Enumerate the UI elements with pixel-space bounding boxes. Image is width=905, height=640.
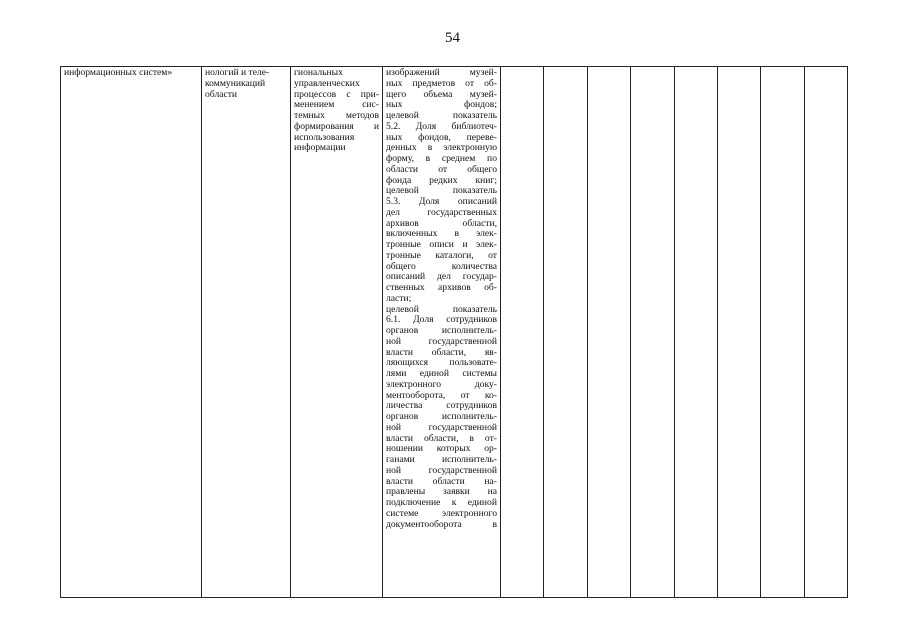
cell-technologies — [202, 67, 291, 598]
cell-empty-8 — [804, 67, 847, 598]
text-line: 6.1. Доля сотрудников — [386, 314, 497, 326]
text-line: включенных в элек- — [386, 228, 497, 240]
cell-processes — [291, 67, 383, 598]
cell-empty-7 — [761, 67, 804, 598]
text-line: описаний дел государ- — [386, 271, 497, 283]
text-line: менением сис- — [294, 99, 379, 111]
text-line: ных предметов от об- — [386, 77, 497, 89]
text-line: власти области на- — [386, 475, 497, 487]
text-line: ных фондов; — [386, 99, 497, 111]
text-line: ментооборота, от ко- — [386, 389, 497, 401]
cell-indicators — [383, 67, 501, 598]
text-line: правлены заявки на — [386, 486, 497, 498]
cell-indicators-lines — [386, 68, 497, 530]
text-line: дел государственных — [386, 206, 497, 218]
text-line: архивов области, — [386, 217, 497, 229]
text-line: тронные описи и элек- — [386, 239, 497, 250]
text-line: 5.3. Доля описаний — [386, 196, 497, 207]
cell-processes-lines — [294, 68, 379, 154]
text-line: органов исполнитель- — [386, 325, 497, 336]
text-line: власти области, в от- — [386, 432, 497, 444]
cell-system-name — [61, 67, 202, 598]
text-line: темных методов — [294, 110, 379, 121]
cell-empty-5 — [674, 67, 717, 598]
text-line: тронные каталоги, от — [386, 249, 497, 261]
text-line: подключение к единой — [386, 497, 497, 508]
document-table — [60, 66, 848, 598]
text-line: лями единой системы — [386, 368, 497, 379]
text-line: фонда редких книг; — [386, 174, 497, 186]
text-line: ной государственной — [386, 464, 497, 476]
text-line: электронного доку- — [386, 378, 497, 390]
cell-empty-2 — [544, 67, 587, 598]
text-line: нологий и теле- — [205, 67, 270, 78]
text-line: области — [205, 88, 238, 100]
text-line: коммуникаций — [205, 77, 266, 89]
text-line: ляющихся пользовате- — [386, 357, 497, 369]
text-line: ной государственной — [386, 421, 497, 433]
text-line: гиональных — [294, 67, 343, 78]
text-line: органов исполнитель- — [386, 411, 497, 422]
text-line: изображений музей- — [386, 67, 497, 78]
text-line: использования — [294, 131, 355, 143]
text-line: личества сотрудников — [386, 400, 497, 412]
cell-technologies-lines — [205, 68, 287, 100]
cell-system-name-text: информационных систем» — [64, 67, 173, 78]
text-line: управленческих — [294, 77, 360, 89]
text-line: системе электронного — [386, 507, 497, 519]
text-line: целевой показатель — [386, 185, 497, 197]
text-line: общего количества — [386, 260, 497, 272]
text-line: 5.2. Доля библиотеч- — [386, 120, 497, 132]
cell-empty-4 — [631, 67, 674, 598]
text-line: информации — [294, 142, 346, 154]
text-line: власти области, яв- — [386, 346, 497, 358]
table-row — [61, 67, 848, 598]
text-line: ственных архивов об- — [386, 282, 497, 293]
text-line: ношении которых ор- — [386, 443, 497, 455]
text-line: форму, в среднем по — [386, 153, 497, 164]
text-line: формирования и — [294, 120, 379, 132]
cell-empty-1 — [501, 67, 544, 598]
text-line: щего объема музей- — [386, 88, 497, 100]
text-line: процессов с при- — [294, 88, 379, 100]
cell-empty-6 — [717, 67, 760, 598]
text-line: ганами исполнитель- — [386, 454, 497, 465]
cell-empty-3 — [587, 67, 630, 598]
text-line: документооборота в — [386, 518, 497, 530]
text-line: ласти; — [386, 292, 412, 304]
text-line: ных фондов, переве- — [386, 131, 497, 143]
text-line: целевой показатель — [386, 110, 497, 121]
text-line: целевой показатель — [386, 303, 497, 315]
text-line: области от общего — [386, 163, 497, 175]
page-number: 54 — [445, 30, 460, 46]
text-line: денных в электронную — [386, 142, 497, 154]
text-line: ной государственной — [386, 335, 497, 347]
